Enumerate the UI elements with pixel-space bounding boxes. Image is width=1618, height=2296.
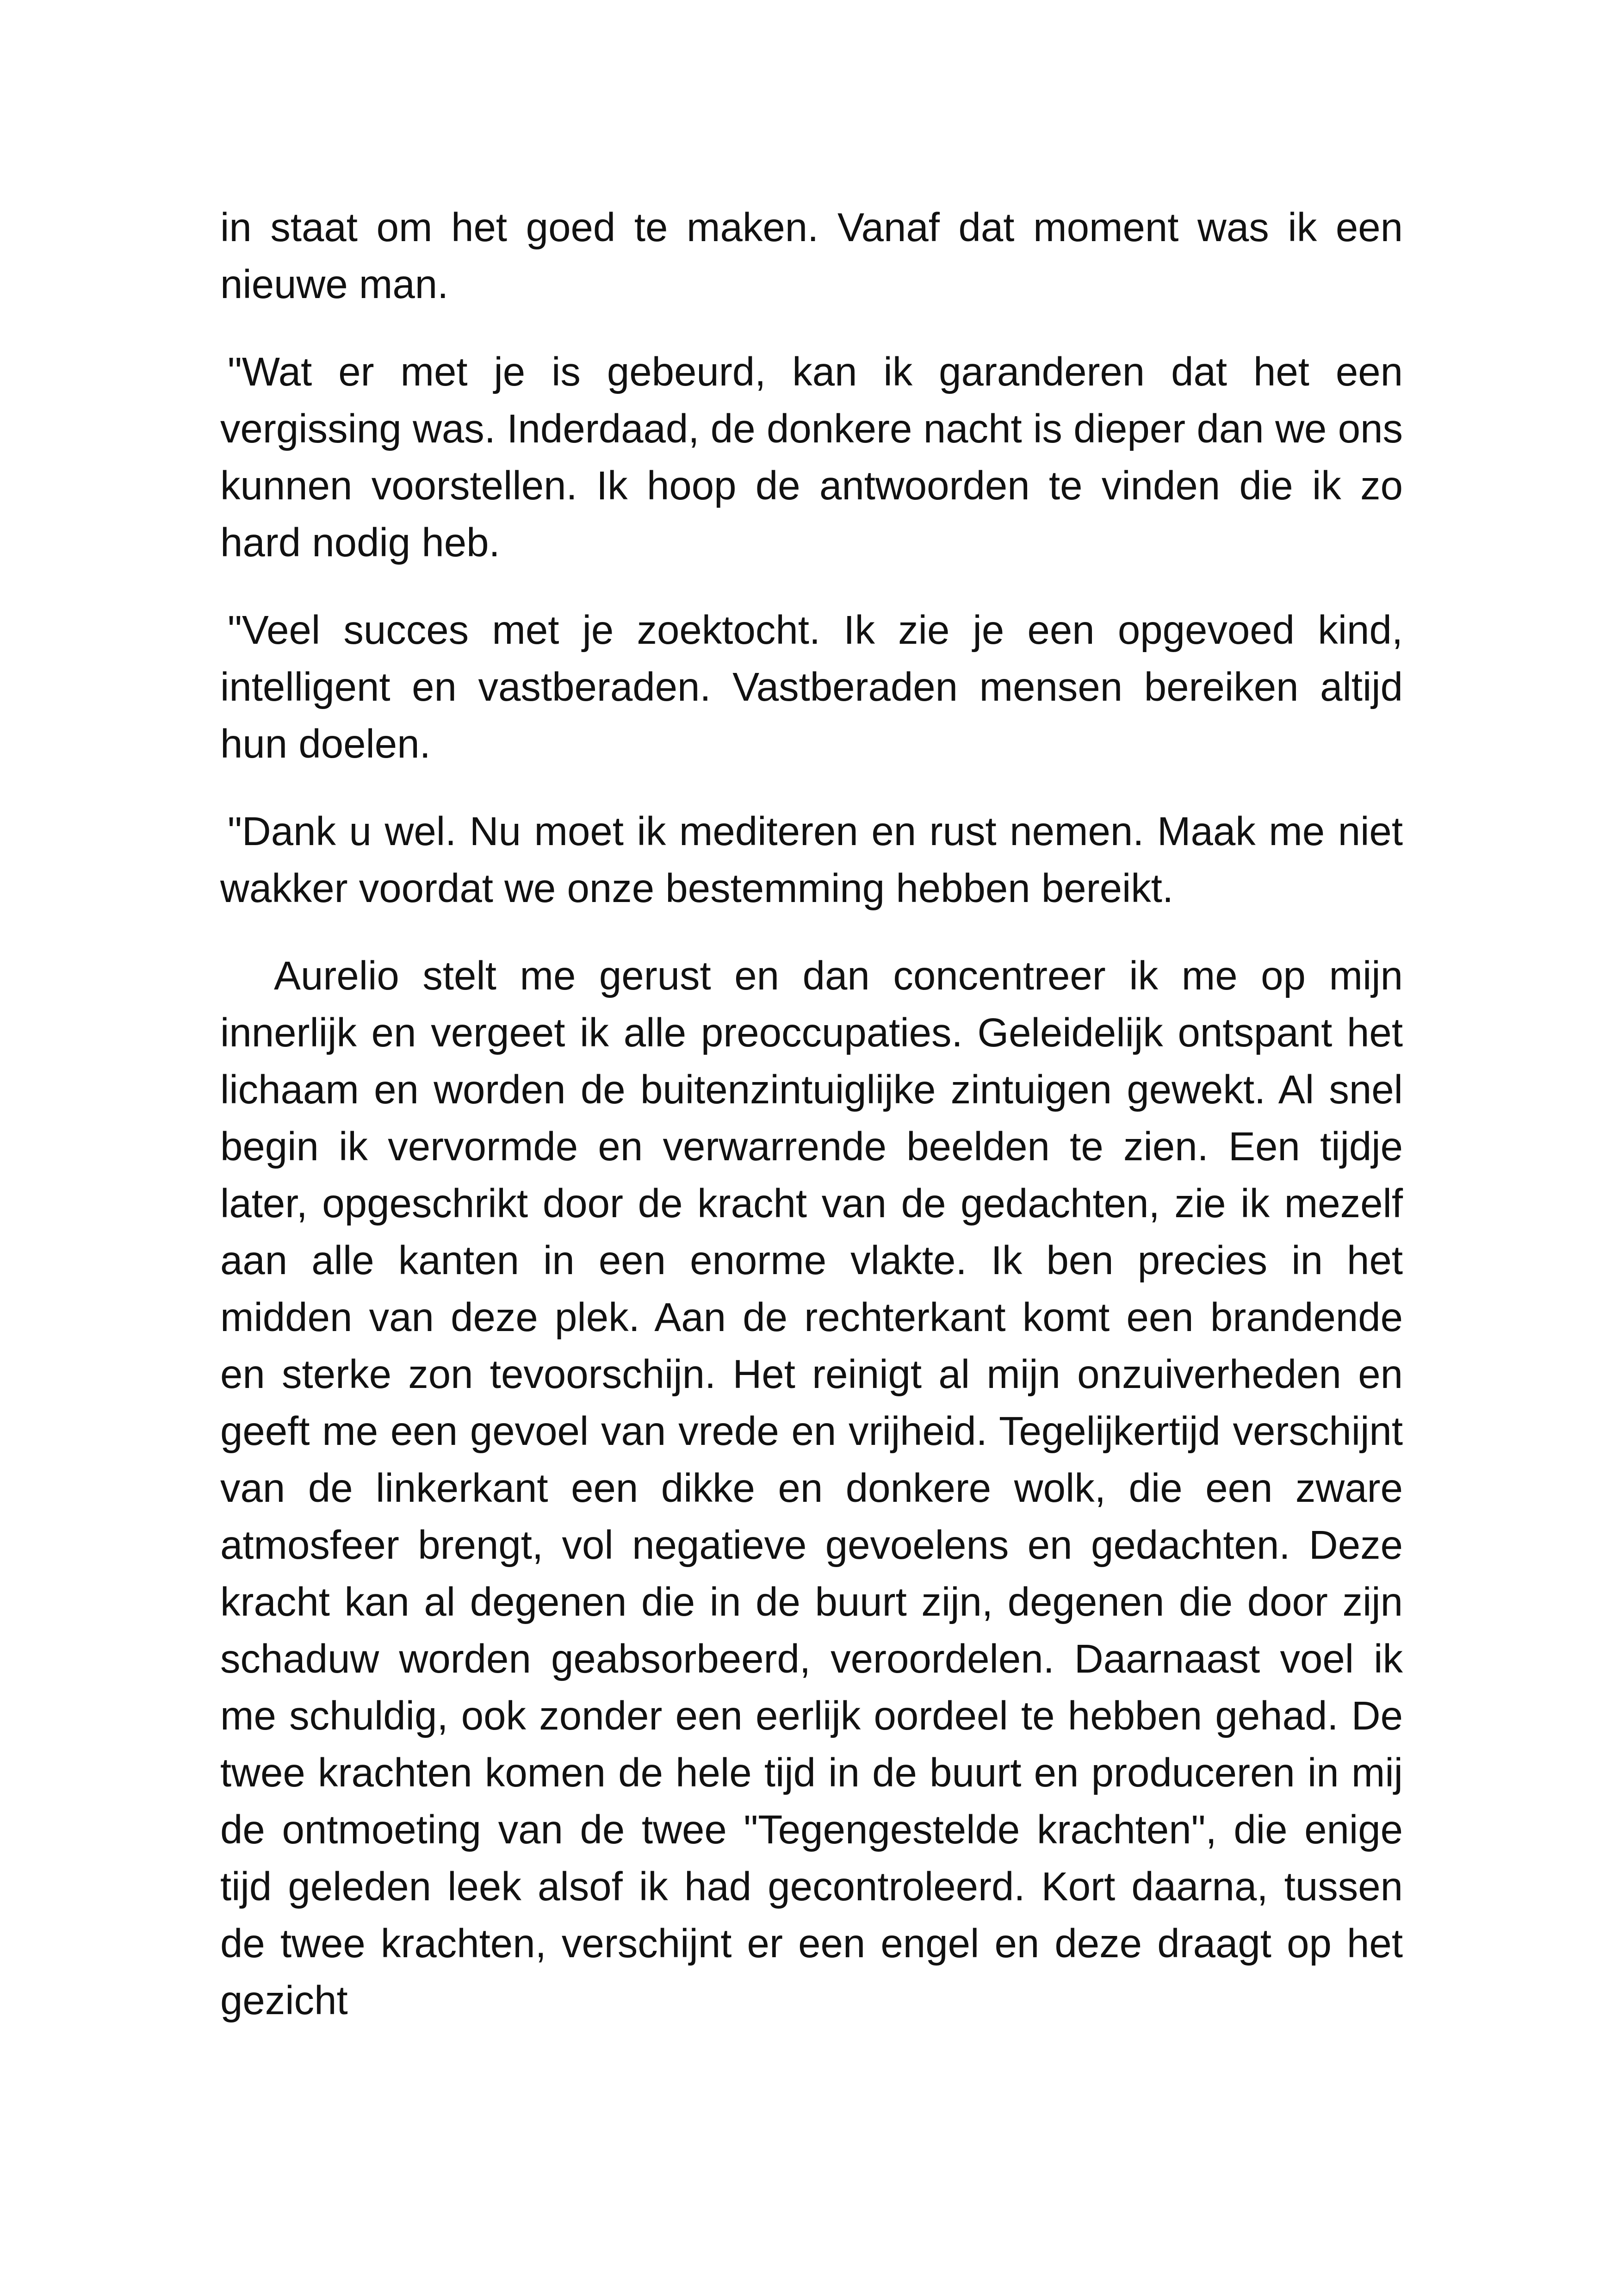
body-text	[220, 199, 1403, 2029]
paragraph-continuation: in staat om het goed te maken. Vanaf dat moment was ik een nieuwe man.	[220, 205, 1403, 307]
paragraph-dialogue: "Veel succes met je zoektocht. Ik zie je een opgevoed kind, intelligent en vastberaden. Vastberaden mensen bereiken altijd hun doelen.	[220, 608, 1403, 766]
paragraph-dialogue: "Wat er met je is gebeurd, kan ik garanderen dat het een vergissing was. Inderdaad, de donkere nacht is dieper dan we ons kunnen voorstellen. Ik hoop de antwoorden te vinden die ik zo hard nodig heb.	[220, 349, 1403, 565]
paragraph-dialogue: "Dank u wel. Nu moet ik mediteren en rust nemen. Maak me niet wakker voordat we onze bestemming hebben bereikt.	[220, 809, 1403, 911]
paragraph-narrative: Aurelio stelt me gerust en dan concentreer ik me op mijn innerlijk en vergeet ik alle preoccupaties. Geleidelijk ontspant het lichaam en worden de buitenzintuiglijke zintuigen gewekt. Al snel begin ik vervormde en verwarrende beelden te zien. Een tijdje later, opgeschrikt door de kracht van de gedachten, zie ik mezelf aan alle kanten in een enorme vlakte. Ik ben precies in het midden van deze plek. Aan de rechterkant komt een brandende en sterke zon tevoorschijn. Het reinigt al mijn onzuiverheden en geeft me een gevoel van vrede en vrijheid. Tegelijkertijd verschijnt van de linkerkant een dikke en donkere wolk, die een zware atmosfeer brengt, vol negatieve gevoelens en gedachten. Deze kracht kan al degenen die in de buurt zijn, degenen die door zijn schaduw worden geabsorbeerd, veroordelen. Daarnaast voel ik me schuldig, ook zonder een eerlijk oordeel te hebben gehad. De twee krachten komen de hele tijd in de buurt en produceren in mij de ontmoeting van de twee "Tegengestelde krachten", die enige tijd geleden leek alsof ik had gecontroleerd. Kort daarna, tussen de twee krachten, verschijnt er een engel en deze draagt op het gezicht	[220, 953, 1403, 2023]
